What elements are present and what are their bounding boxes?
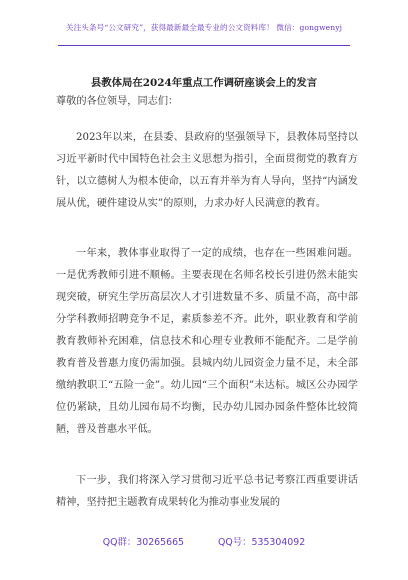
footer-qq-number: QQ号：535304092 [218,537,306,548]
footer-qq-group: QQ群：30265665 [102,537,185,548]
paragraph-text: 2023年以来，在县委、县政府的坚强领导下，县教体局坚持以习近平新时代中国特色社会主义思想为指引，全面贯彻党的教育方针，以立德树人为根本使命，以五育并举为育人导向，坚持“内涵发展从优，硬件建设从实”的原则，力求办好人民满意的教育。 [56,132,358,209]
paragraph-text: 下一步，我们将深入学习贯彻习近平总书记考察江西重要讲话精神，坚持把主题教育成果转化为推动事业发展的 [56,475,358,508]
paragraph-3 [56,470,358,514]
salutation [56,91,358,113]
paragraph-1 [56,127,358,215]
header-divider [58,45,350,46]
salutation-text: 尊敬的各位领导，同志们： [56,96,179,107]
paragraph-2 [56,243,358,441]
document-title: 县教体局在2024年重点工作调研座谈会上的发言 [90,77,318,89]
header-promo-note: 关注头条号“公文研究”，获得最新最全最专业的公文资料库！ 微信：gongwenyj [65,23,343,32]
paragraph-text: 一年来，教体事业取得了一定的成绩，也存在一些困难问题。一是优秀教师引进不顺畅。主要表现在名师名校长引进仍然未能实现突破，研究生学历高层次人才引进数量不多、质量不高，高中部分学科教师招聘竞争不足，素质参差不齐。此外，职业教育和学前教育教师补充困难，信息技术和心理专业教师不能配齐。二是学前教育普及普惠力度仍需加强。县城内幼儿园资金力量不足，未全部缴纳教职工“五险一金”。幼儿园“三个面积”未达标。城区公办园学位仍紧缺，且幼儿园布局不均衡，民办幼儿园办园条件整体比较简陋，普及普惠水平低。 [56,248,358,435]
footer-contact [0,534,408,548]
